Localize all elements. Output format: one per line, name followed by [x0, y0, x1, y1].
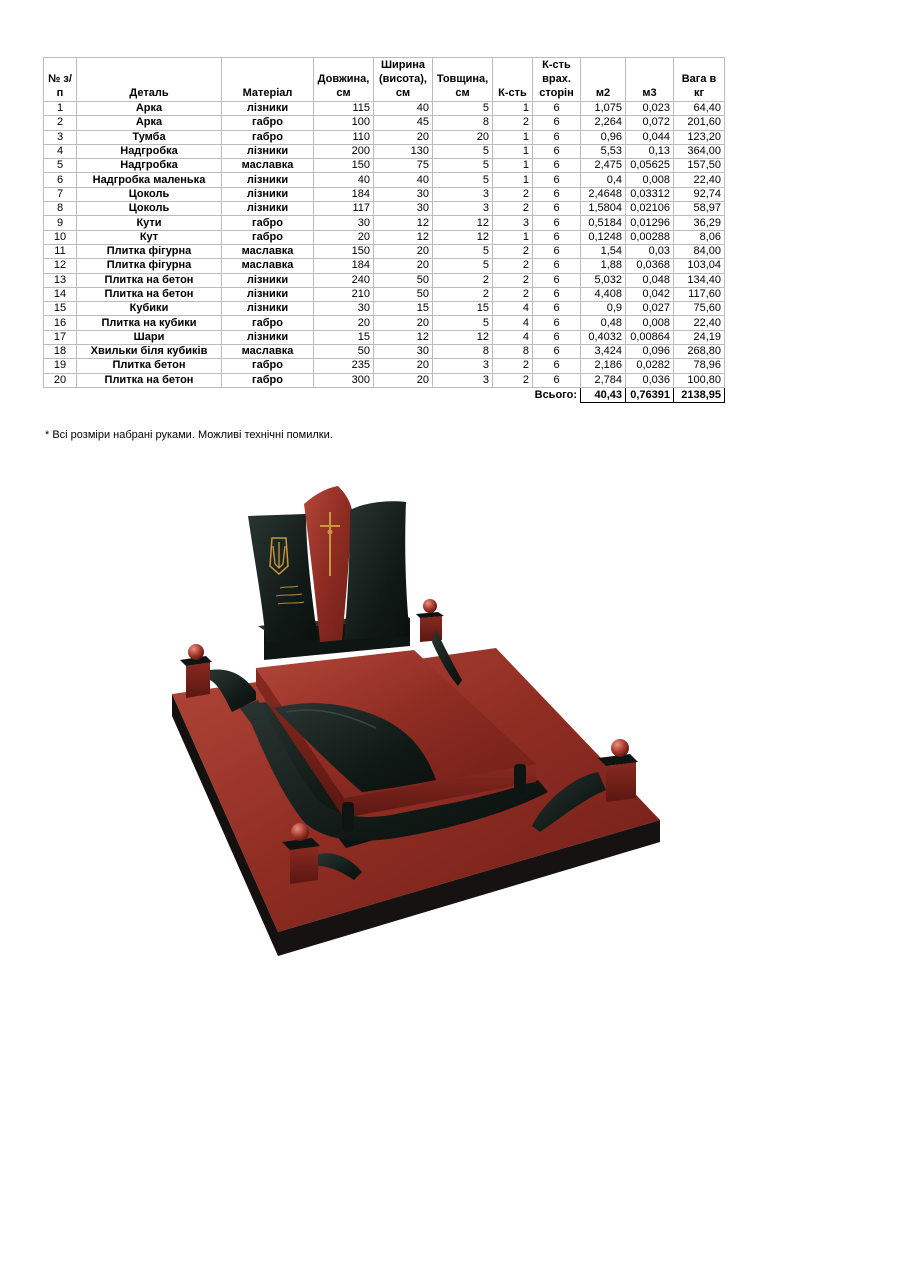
cell-qty: 4 — [493, 316, 533, 330]
cell-weight: 364,00 — [674, 144, 725, 158]
cell-qty: 1 — [493, 159, 533, 173]
cell-num: 6 — [44, 173, 77, 187]
cell-weight: 157,50 — [674, 159, 725, 173]
cell-thickness: 5 — [433, 159, 493, 173]
cell-sides: 6 — [533, 359, 581, 373]
cell-thickness: 5 — [433, 316, 493, 330]
cell-qty: 2 — [493, 373, 533, 387]
cell-thickness: 5 — [433, 244, 493, 258]
table-row — [44, 144, 725, 158]
cell-m2: 1,88 — [581, 259, 626, 273]
cell-num: 18 — [44, 345, 77, 359]
cell-m3: 0,0368 — [626, 259, 674, 273]
cell-m3: 0,05625 — [626, 159, 674, 173]
cell-m3: 0,072 — [626, 116, 674, 130]
total-m2: 40,43 — [581, 387, 626, 402]
cell-material: габро — [222, 116, 314, 130]
cell-thickness: 2 — [433, 273, 493, 287]
table-row — [44, 102, 725, 116]
cell-weight: 117,60 — [674, 287, 725, 301]
cell-part: Плитка на бетон — [77, 287, 222, 301]
table-row — [44, 302, 725, 316]
cell-m2: 1,54 — [581, 244, 626, 258]
cell-sides: 6 — [533, 102, 581, 116]
header-qty: К-сть — [493, 58, 533, 102]
cell-material: габро — [222, 230, 314, 244]
cell-m2: 0,1248 — [581, 230, 626, 244]
cell-part: Кути — [77, 216, 222, 230]
cell-width: 20 — [374, 244, 433, 258]
cell-m3: 0,13 — [626, 144, 674, 158]
cell-thickness: 5 — [433, 144, 493, 158]
cell-part: Арка — [77, 102, 222, 116]
cell-sides: 6 — [533, 144, 581, 158]
table-row — [44, 273, 725, 287]
table-row — [44, 345, 725, 359]
cell-weight: 78,96 — [674, 359, 725, 373]
table-row — [44, 244, 725, 258]
cell-thickness: 15 — [433, 302, 493, 316]
cell-m2: 1,075 — [581, 102, 626, 116]
cell-width: 30 — [374, 202, 433, 216]
cell-qty: 2 — [493, 244, 533, 258]
header-length: Довжина, см — [314, 58, 374, 102]
cell-weight: 58,97 — [674, 202, 725, 216]
cell-length: 15 — [314, 330, 374, 344]
cell-length: 30 — [314, 302, 374, 316]
cell-sides: 6 — [533, 116, 581, 130]
cell-weight: 92,74 — [674, 187, 725, 201]
cell-width: 40 — [374, 173, 433, 187]
cell-weight: 64,40 — [674, 102, 725, 116]
cell-num: 4 — [44, 144, 77, 158]
cell-width: 75 — [374, 159, 433, 173]
cell-thickness: 3 — [433, 187, 493, 201]
cell-thickness: 2 — [433, 287, 493, 301]
cell-width: 50 — [374, 273, 433, 287]
cell-thickness: 8 — [433, 345, 493, 359]
stele-left-wing — [248, 514, 318, 642]
cell-length: 20 — [314, 230, 374, 244]
totals-row — [44, 387, 725, 402]
cell-weight: 75,60 — [674, 302, 725, 316]
cell-weight: 134,40 — [674, 273, 725, 287]
cell-part: Шари — [77, 330, 222, 344]
cell-weight: 100,80 — [674, 373, 725, 387]
cell-m3: 0,027 — [626, 302, 674, 316]
cell-sides: 6 — [533, 202, 581, 216]
cell-m3: 0,096 — [626, 345, 674, 359]
cell-sides: 6 — [533, 373, 581, 387]
cell-part: Плитка на кубики — [77, 316, 222, 330]
cell-m3: 0,036 — [626, 373, 674, 387]
cell-qty: 1 — [493, 230, 533, 244]
cell-qty: 2 — [493, 202, 533, 216]
cell-thickness: 20 — [433, 130, 493, 144]
cell-part: Цоколь — [77, 187, 222, 201]
cell-material: маславка — [222, 259, 314, 273]
cell-sides: 6 — [533, 316, 581, 330]
cell-num: 10 — [44, 230, 77, 244]
cell-m3: 0,0282 — [626, 359, 674, 373]
cell-num: 13 — [44, 273, 77, 287]
cell-num: 1 — [44, 102, 77, 116]
cell-m2: 2,186 — [581, 359, 626, 373]
cell-material: габро — [222, 316, 314, 330]
table-row — [44, 116, 725, 130]
cell-m3: 0,008 — [626, 316, 674, 330]
cell-qty: 2 — [493, 287, 533, 301]
cell-sides: 6 — [533, 244, 581, 258]
header-part: Деталь — [77, 58, 222, 102]
cell-qty: 4 — [493, 330, 533, 344]
cell-m2: 5,032 — [581, 273, 626, 287]
cell-num: 17 — [44, 330, 77, 344]
cell-sides: 6 — [533, 302, 581, 316]
cell-part: Надгробка маленька — [77, 173, 222, 187]
cell-thickness: 12 — [433, 216, 493, 230]
cell-length: 110 — [314, 130, 374, 144]
cell-num: 20 — [44, 373, 77, 387]
cell-part: Плитка бетон — [77, 359, 222, 373]
cell-weight: 36,29 — [674, 216, 725, 230]
cell-material: лізники — [222, 173, 314, 187]
cell-qty: 2 — [493, 116, 533, 130]
cell-material: лізники — [222, 330, 314, 344]
cell-qty: 2 — [493, 273, 533, 287]
cell-material: габро — [222, 130, 314, 144]
cell-width: 20 — [374, 359, 433, 373]
cell-length: 150 — [314, 159, 374, 173]
cell-part: Хвильки біля кубиків — [77, 345, 222, 359]
table-row — [44, 187, 725, 201]
cell-m2: 0,48 — [581, 316, 626, 330]
cell-length: 210 — [314, 287, 374, 301]
cell-weight: 22,40 — [674, 173, 725, 187]
cell-part: Арка — [77, 116, 222, 130]
cell-thickness: 12 — [433, 330, 493, 344]
cell-weight: 123,20 — [674, 130, 725, 144]
cell-qty: 1 — [493, 144, 533, 158]
cell-part: Плитка фігурна — [77, 259, 222, 273]
cell-material: лізники — [222, 202, 314, 216]
cell-m3: 0,03312 — [626, 187, 674, 201]
stele-right-wing — [344, 501, 410, 640]
cell-part: Кубики — [77, 302, 222, 316]
cell-part: Кут — [77, 230, 222, 244]
cell-width: 30 — [374, 345, 433, 359]
cell-length: 30 — [314, 216, 374, 230]
cell-m2: 0,9 — [581, 302, 626, 316]
cell-material: маславка — [222, 345, 314, 359]
table-row — [44, 316, 725, 330]
cell-material: лізники — [222, 144, 314, 158]
cell-m2: 0,4 — [581, 173, 626, 187]
table-row — [44, 287, 725, 301]
header-m2: м2 — [581, 58, 626, 102]
cell-m3: 0,01296 — [626, 216, 674, 230]
cell-qty: 8 — [493, 345, 533, 359]
cell-qty: 2 — [493, 259, 533, 273]
cell-m2: 1,5804 — [581, 202, 626, 216]
cell-length: 184 — [314, 187, 374, 201]
cell-part: Тумба — [77, 130, 222, 144]
cell-thickness: 12 — [433, 230, 493, 244]
cell-num: 11 — [44, 244, 77, 258]
cell-width: 12 — [374, 216, 433, 230]
cell-m2: 0,5184 — [581, 216, 626, 230]
cell-num: 5 — [44, 159, 77, 173]
cell-sides: 6 — [533, 130, 581, 144]
cell-part: Надгробка — [77, 159, 222, 173]
cell-sides: 6 — [533, 330, 581, 344]
header-sides: К-сть врах. сторін — [533, 58, 581, 102]
cell-length: 235 — [314, 359, 374, 373]
table-row — [44, 216, 725, 230]
cell-material: габро — [222, 373, 314, 387]
table-header-row — [44, 58, 725, 102]
cell-width: 20 — [374, 130, 433, 144]
cell-weight: 22,40 — [674, 316, 725, 330]
cell-length: 200 — [314, 144, 374, 158]
cell-m2: 0,96 — [581, 130, 626, 144]
cell-part: Надгробка — [77, 144, 222, 158]
cell-material: маславка — [222, 159, 314, 173]
table-row — [44, 230, 725, 244]
table-row — [44, 159, 725, 173]
cell-sides: 6 — [533, 259, 581, 273]
cell-material: лізники — [222, 273, 314, 287]
cell-qty: 1 — [493, 102, 533, 116]
cell-material: лізники — [222, 302, 314, 316]
cell-m2: 2,264 — [581, 116, 626, 130]
cell-length: 115 — [314, 102, 374, 116]
specification-table — [43, 57, 725, 403]
header-weight: Вага в кг — [674, 58, 725, 102]
cell-num: 16 — [44, 316, 77, 330]
table-row — [44, 359, 725, 373]
total-m3: 0,76391 — [626, 387, 674, 402]
cell-material: лізники — [222, 287, 314, 301]
header-thickness: Товщина, см — [433, 58, 493, 102]
table-row — [44, 373, 725, 387]
cell-m3: 0,008 — [626, 173, 674, 187]
total-weight: 2138,95 — [674, 387, 725, 402]
cell-num: 14 — [44, 287, 77, 301]
cell-thickness: 5 — [433, 259, 493, 273]
cell-num: 2 — [44, 116, 77, 130]
cell-length: 50 — [314, 345, 374, 359]
cell-length: 300 — [314, 373, 374, 387]
table-row — [44, 330, 725, 344]
cell-thickness: 5 — [433, 102, 493, 116]
cell-weight: 84,00 — [674, 244, 725, 258]
platform-post-right — [514, 764, 526, 794]
cell-thickness: 8 — [433, 116, 493, 130]
cell-width: 20 — [374, 316, 433, 330]
cell-length: 40 — [314, 173, 374, 187]
cell-sides: 6 — [533, 159, 581, 173]
cell-weight: 268,80 — [674, 345, 725, 359]
table-row — [44, 259, 725, 273]
cell-part: Цоколь — [77, 202, 222, 216]
table-row — [44, 130, 725, 144]
totals-label: Всього: — [534, 389, 577, 402]
cell-qty: 1 — [493, 130, 533, 144]
cell-material: габро — [222, 359, 314, 373]
cell-num: 3 — [44, 130, 77, 144]
cell-m2: 2,784 — [581, 373, 626, 387]
cell-length: 100 — [314, 116, 374, 130]
cell-m2: 5,53 — [581, 144, 626, 158]
cell-m3: 0,00288 — [626, 230, 674, 244]
cell-thickness: 3 — [433, 202, 493, 216]
cell-m3: 0,02106 — [626, 202, 674, 216]
cell-length: 20 — [314, 316, 374, 330]
cell-sides: 6 — [533, 273, 581, 287]
cell-num: 7 — [44, 187, 77, 201]
cell-sides: 6 — [533, 173, 581, 187]
cell-m3: 0,044 — [626, 130, 674, 144]
cell-qty: 3 — [493, 216, 533, 230]
platform-post-left — [342, 802, 354, 832]
cell-qty: 2 — [493, 359, 533, 373]
cell-length: 117 — [314, 202, 374, 216]
cell-m3: 0,042 — [626, 287, 674, 301]
cell-weight: 24,19 — [674, 330, 725, 344]
cell-length: 184 — [314, 259, 374, 273]
cell-width: 50 — [374, 287, 433, 301]
cell-material: маславка — [222, 244, 314, 258]
footnote: * Всі розміри набрані руками. Можливі технічні помилки. — [45, 429, 333, 441]
cell-sides: 6 — [533, 287, 581, 301]
cell-width: 15 — [374, 302, 433, 316]
cell-thickness: 3 — [433, 373, 493, 387]
cell-material: лізники — [222, 187, 314, 201]
cell-sides: 6 — [533, 230, 581, 244]
cell-weight: 8,06 — [674, 230, 725, 244]
cell-part: Плитка фігурна — [77, 244, 222, 258]
cell-m3: 0,023 — [626, 102, 674, 116]
cell-thickness: 5 — [433, 173, 493, 187]
cell-part: Плитка на бетон — [77, 373, 222, 387]
table-row — [44, 173, 725, 187]
cell-qty: 4 — [493, 302, 533, 316]
cell-weight: 201,60 — [674, 116, 725, 130]
cell-width: 12 — [374, 330, 433, 344]
cell-width: 40 — [374, 102, 433, 116]
cell-num: 19 — [44, 359, 77, 373]
cell-m2: 4,408 — [581, 287, 626, 301]
cell-m2: 3,424 — [581, 345, 626, 359]
table-row — [44, 202, 725, 216]
cell-width: 45 — [374, 116, 433, 130]
cell-part: Плитка на бетон — [77, 273, 222, 287]
header-material: Матеріал — [222, 58, 314, 102]
cell-length: 150 — [314, 244, 374, 258]
header-m3: м3 — [626, 58, 674, 102]
cell-m3: 0,03 — [626, 244, 674, 258]
cell-qty: 2 — [493, 187, 533, 201]
cell-width: 20 — [374, 373, 433, 387]
cell-m2: 2,475 — [581, 159, 626, 173]
cell-width: 130 — [374, 144, 433, 158]
cell-qty: 1 — [493, 173, 533, 187]
cell-width: 30 — [374, 187, 433, 201]
cell-thickness: 3 — [433, 359, 493, 373]
cell-num: 12 — [44, 259, 77, 273]
cell-width: 20 — [374, 259, 433, 273]
cell-width: 12 — [374, 230, 433, 244]
cell-m2: 2,4648 — [581, 187, 626, 201]
cell-m3: 0,00864 — [626, 330, 674, 344]
cell-material: габро — [222, 216, 314, 230]
monument-illustration — [166, 480, 666, 960]
header-width: Ширина (висота), см — [374, 58, 433, 102]
cell-material: лізники — [222, 102, 314, 116]
cell-num: 9 — [44, 216, 77, 230]
cell-sides: 6 — [533, 187, 581, 201]
cell-num: 15 — [44, 302, 77, 316]
cell-length: 240 — [314, 273, 374, 287]
header-num: № з/п — [44, 58, 77, 102]
cell-sides: 6 — [533, 216, 581, 230]
cell-m2: 0,4032 — [581, 330, 626, 344]
cell-num: 8 — [44, 202, 77, 216]
cell-sides: 6 — [533, 345, 581, 359]
cell-weight: 103,04 — [674, 259, 725, 273]
cell-m3: 0,048 — [626, 273, 674, 287]
